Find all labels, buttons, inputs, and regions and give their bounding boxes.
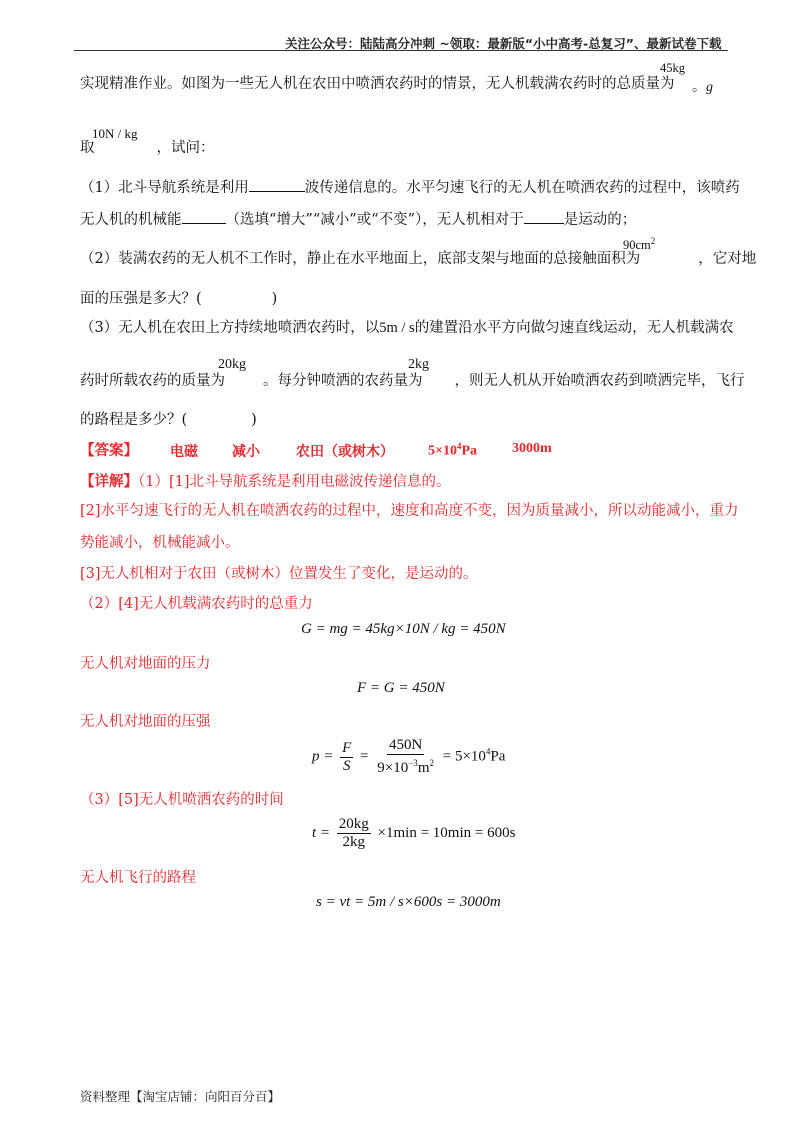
answer-3: 农田（或树木）: [296, 444, 394, 460]
equation-time: t = $\frac{20kg}{2kg}$ ×1min = 10min = 600s: [312, 816, 516, 850]
explanation-line5: （2）[4]无人机载满农药时的总重力: [80, 596, 313, 612]
answer-1: 电磁: [170, 444, 198, 460]
area-value: $90cm^2$: [623, 236, 656, 253]
fraction-mass-over-rate: $\frac{20kg}{2kg}$: [338, 816, 369, 850]
page-footer: 资料整理【淘宝店铺：向阳百分百】: [80, 1089, 281, 1104]
answer-5: 3000m: [512, 441, 552, 456]
part2-line1: （2）装满农药的无人机不工作时，静止在水平地面上，底部支架与地面的总接触面积为 ，它对地: [80, 251, 757, 267]
explanation-line1: 【详解】（1）[1]北斗导航系统是利用电磁波传递信息的。: [80, 473, 451, 490]
page-header: 关注公众号：陆陆高分冲刺 ~领取：最新版“小中高考-总复习”、最新试卷下载: [285, 36, 722, 51]
blank-2[interactable]: [182, 209, 226, 224]
fraction-force-over-area: $\frac{450N}{9\times 10^{-3}m^2}$: [377, 737, 434, 776]
equation-gravity: G = mg = 45kg×10N / kg = 450N: [301, 621, 506, 637]
pesticide-mass: 20kg: [218, 357, 246, 372]
explanation-line2: [2]水平匀速飞行的无人机在喷洒农药的过程中，速度和高度不变，因为质量减小，所以动能减小，重力: [80, 503, 739, 519]
explanation-line4: [3]无人机相对于农田（或树木）位置发生了变化，是运动的。: [80, 566, 478, 582]
equation-distance: s = vt = 5m / s×600s = 3000m: [316, 894, 501, 910]
fraction-f-over-s: $\frac{F}{S}$: [342, 739, 352, 774]
part3-line3: 的路程是多少？( ): [80, 412, 257, 428]
period-g: 。g: [692, 80, 713, 95]
question-intro: 实现精准作业。如图为一些无人机在农田中喷洒农药时的情景，无人机载满农药时的总质量为: [80, 76, 675, 92]
explanation-line3: 势能减小，机械能减小。: [80, 535, 240, 551]
answer-label: 【答案】: [80, 442, 138, 459]
part1-line1: （1）北斗导航系统是利用 波传递信息的。水平匀速飞行的无人机在喷洒农药的过程中，该喷药: [80, 177, 740, 198]
equation-force: F = G = 450N: [357, 680, 445, 696]
g-value: 10N / kg: [92, 126, 138, 141]
blank-3[interactable]: [524, 209, 564, 224]
part1-line2: 无人机的机械能 （选填“增大”“减小”或“不变”），无人机相对于 是运动的；: [80, 209, 636, 230]
part2-line2: 面的压强是多大？( ): [80, 291, 278, 307]
answer-2: 减小: [232, 444, 260, 460]
explanation-line6: 无人机对地面的压力: [80, 656, 211, 672]
answer-4: $5\times 10^4Pa$: [428, 441, 478, 459]
blank-1[interactable]: [249, 177, 305, 192]
equation-pressure: p = $\frac{F}{S}$ = $\frac{450N}{9\times 10^{-3}m^2}$ = $5\times 10^4Pa$: [312, 737, 506, 776]
spray-rate: 2kg: [408, 357, 429, 372]
part3-line1: （3）无人机在农田上方持续地喷洒农药时，以5m / s的建置沿水平方向做匀速直线运动，无人机载满农: [80, 320, 734, 336]
header-rule: [74, 50, 728, 51]
take-line: 取 ，试问：: [80, 140, 215, 156]
explanation-line8: （3）[5]无人机喷洒农药的时间: [80, 792, 284, 808]
mass-total: 45kg: [660, 61, 685, 75]
explanation-line9: 无人机飞行的路程: [80, 870, 196, 886]
part3-line2: 药时所载农药的质量为 。每分钟喷洒的农药量为 ，则无人机从开始喷洒农药到喷洒完毕，飞行: [80, 373, 745, 389]
explanation-line7: 无人机对地面的压强: [80, 714, 211, 730]
